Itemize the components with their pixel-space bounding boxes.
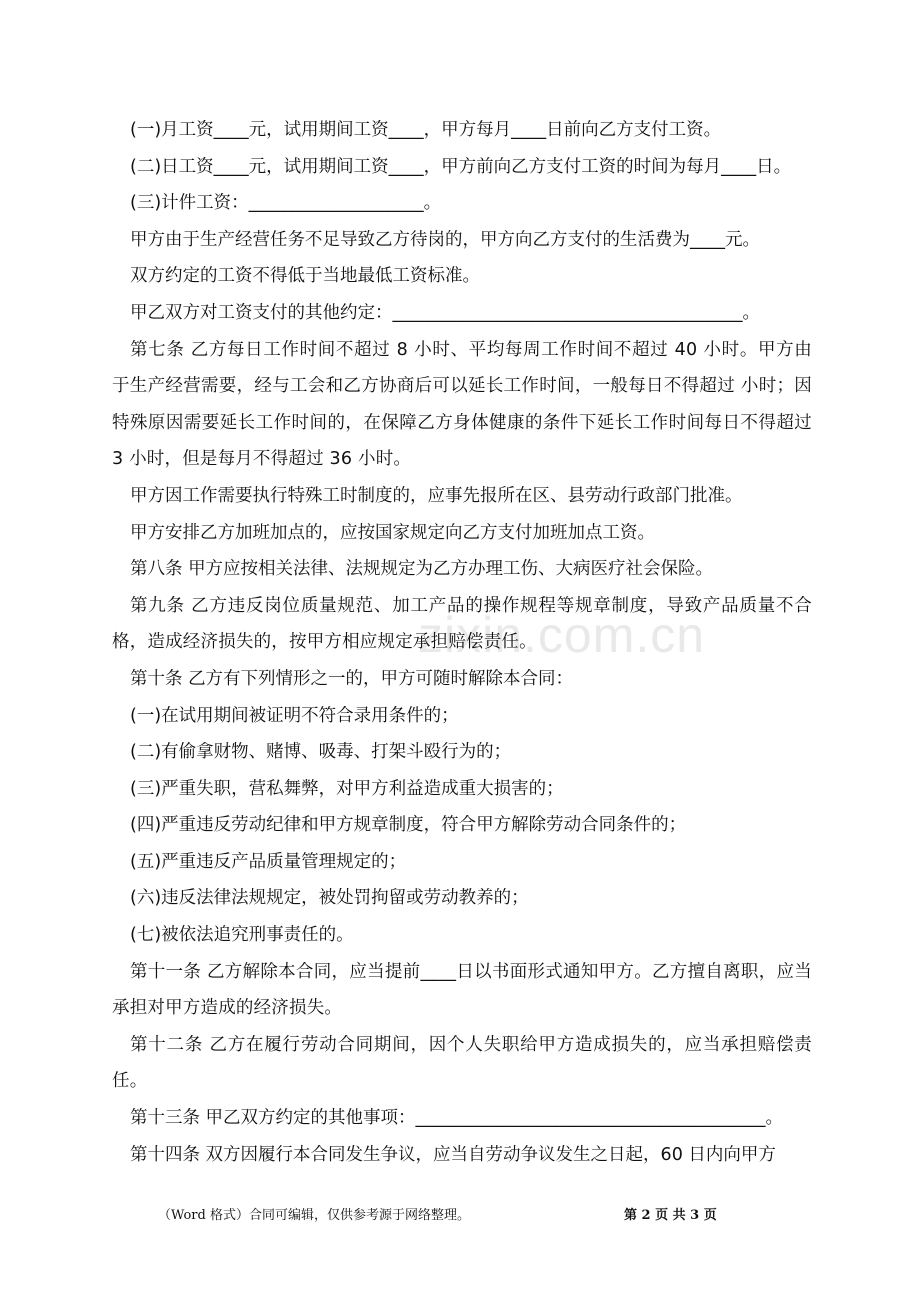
paragraph-minimum-wage: 双方约定的工资不得低于当地最低工资标准。: [130, 266, 480, 287]
watermark: zixin.com.cn: [418, 607, 706, 663]
list-item-termination-7: (七)被依法追究刑事责任的。: [130, 925, 354, 946]
document-body: [112, 112, 812, 1173]
paragraph-article-12: 第十二条 乙方在履行劳动合同期间，因个人失职给甲方造成损失的，应当承担赔偿责任。: [112, 1034, 812, 1092]
list-item-termination-5: (五)严重违反产品质量管理规定的；: [130, 851, 407, 872]
paragraph-wage-monthly: (一)月工资____元，试用期间工资____，甲方每月____日前向乙方支付工资。: [130, 120, 722, 140]
paragraph-article-13: 第十三条 甲乙双方约定的其他事项：________________________________________。: [130, 1108, 784, 1129]
paragraph-article-7: 第七条 乙方每日工作时间不超过 8 小时、平均每周工作时间不超过 40 小时。甲方由于生产经营需要，经与工会和乙方协商后可以延长工作时间，一般每日不得超过 小时；因特殊原因需要延长工作时间的，在保障乙方身体健康的条件下延长工作时间每日不得超过 3 小时，但是每月不得超过 36 小时。: [112, 339, 812, 470]
paragraph-wage-daily: (二)日工资____元，试用期间工资____，甲方前向乙方支付工资的时间为每月____日。: [130, 156, 792, 177]
paragraph-article-9: 第九条 乙方违反岗位质量规范、加工产品的操作规程等规章制度，导致产品质量不合格，造成经济损失的，按甲方相应规定承担赔偿责任。: [112, 595, 812, 653]
paragraph-article-10: 第十条 乙方有下列情形之一的，甲方可随时解除本合同：: [130, 668, 574, 689]
paragraph-article-14: 第十四条 双方因履行本合同发生争议，应当自劳动争议发生之日起，60 日内向甲方: [130, 1144, 776, 1165]
paragraph-special-hours: 甲方因工作需要执行特殊工时制度的，应事先报所在区、县劳动行政部门批准。: [130, 485, 743, 506]
page-footer: [0, 1204, 920, 1228]
list-item-termination-6: (六)违反法律法规规定，被处罚拘留或劳动教养的；: [130, 888, 529, 909]
paragraph-overtime-pay: 甲方安排乙方加班加点的，应按国家规定向乙方支付加班加点工资。: [130, 522, 655, 543]
list-item-termination-1: (一)在试用期间被证明不符合录用条件的；: [130, 705, 459, 726]
list-item-termination-4: (四)严重违反劳动纪律和甲方规章制度，符合甲方解除劳动合同条件的；: [130, 815, 687, 836]
footer-note: （Word 格式）合同可编辑，仅供参考源于网络整理。: [158, 1208, 470, 1223]
list-item-termination-2: (二)有偷拿财物、赌博、吸毒、打架斗殴行为的；: [130, 742, 512, 763]
paragraph-wage-piece: (三)计件工资：____________________。: [130, 193, 442, 214]
paragraph-article-8: 第八条 甲方应按相关法律、法规规定为乙方办理工伤、大病医疗社会保险。: [130, 559, 714, 580]
paragraph-other-wage-terms: 甲乙双方对工资支付的其他约定：________________________________________。: [130, 302, 760, 323]
footer-page-number: 第 2 页 共 3 页: [624, 1208, 717, 1223]
paragraph-article-11: 第十一条 乙方解除本合同，应当提前____日以书面形式通知甲方。乙方擅自离职，应当承担对甲方造成的经济损失。: [112, 961, 812, 1019]
list-item-termination-3: (三)严重失职，营私舞弊，对甲方利益造成重大损害的；: [130, 778, 564, 799]
paragraph-standby-allowance: 甲方由于生产经营任务不足导致乙方待岗的，甲方向乙方支付的生活费为____元。: [130, 229, 760, 250]
